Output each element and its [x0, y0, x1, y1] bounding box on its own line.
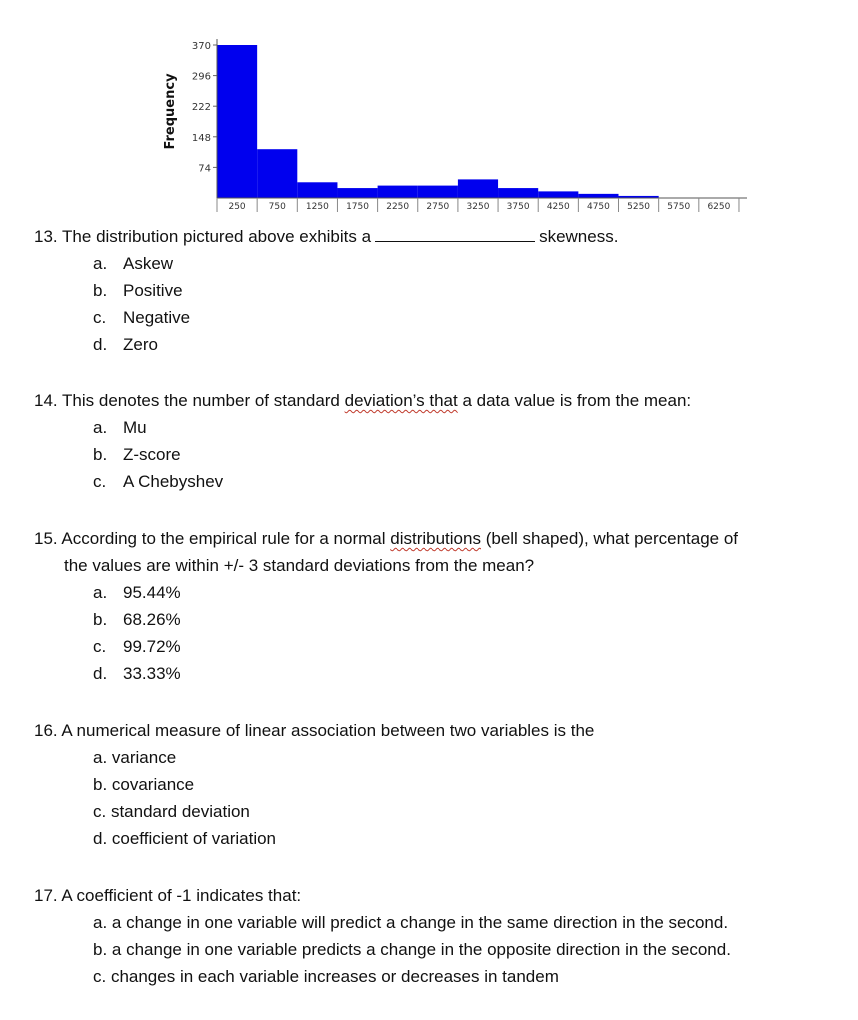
option-letter: b.	[93, 445, 108, 464]
x-tick-label: 1250	[305, 202, 329, 212]
option-13c	[34, 304, 618, 331]
question-15-stem-end: (bell shaped), what percentage of	[485, 529, 739, 548]
option-17c: c. changes in each variable increases or decreases in tandem	[93, 967, 559, 986]
histogram-bar	[498, 188, 538, 198]
question-15	[34, 525, 738, 687]
histogram-bar	[418, 186, 458, 198]
question-16-options	[34, 744, 594, 852]
histogram-svg	[150, 25, 760, 225]
option-text: 33.33%	[123, 664, 181, 683]
question-14-options	[34, 414, 691, 495]
question-15-text	[34, 525, 738, 579]
answer-blank	[375, 224, 535, 242]
histogram-bar	[538, 191, 578, 198]
option-16d: d. coefficient of variation	[93, 829, 277, 848]
question-17-text: 17. A coefficient of -1 indicates that:	[34, 886, 302, 905]
option-text: 95.44%	[123, 583, 181, 602]
option-17b: b. a change in one variable predicts a change in the opposite direction in the second.	[93, 940, 731, 959]
x-tick-label: 2750	[426, 202, 450, 212]
y-axis-label: Frequency	[163, 73, 178, 150]
option-text: Askew	[123, 254, 174, 273]
question-17	[34, 882, 731, 990]
spellcheck-flagged-text: deviation’s that	[344, 391, 458, 410]
question-16-text: 16. A numerical measure of linear association between two variables is the	[34, 721, 595, 740]
option-13d	[34, 331, 618, 358]
option-13a	[34, 250, 618, 277]
option-text: Positive	[123, 281, 183, 300]
option-letter: d.	[93, 664, 108, 683]
option-letter: c.	[93, 637, 107, 656]
question-16	[34, 717, 594, 852]
question-15-stem: 15. According to the empirical rule for a normal	[34, 529, 386, 548]
option-text: A Chebyshev	[123, 472, 224, 491]
question-14-stem: 14. This denotes the number of standard	[34, 391, 340, 410]
option-letter: a.	[93, 418, 108, 437]
option-text: Zero	[123, 335, 158, 354]
option-16a: a. variance	[93, 748, 177, 767]
question-14-stem-end: a data value is from the mean:	[462, 391, 692, 410]
option-text: Z-score	[123, 445, 181, 464]
question-15-stem-continued: the values are within +/- 3 standard deviations from the mean?	[64, 556, 535, 575]
question-15-options	[34, 579, 738, 687]
option-text: Mu	[123, 418, 147, 437]
option-text: 68.26%	[123, 610, 181, 629]
question-13-options	[34, 250, 618, 358]
y-tick-label: 296	[191, 71, 211, 83]
question-13-stem: 13. The distribution pictured above exhibits a	[34, 227, 372, 246]
histogram-bar	[217, 45, 257, 198]
spellcheck-flagged-text: distributions	[390, 529, 481, 548]
option-17a: a. a change in one variable will predict a change in the same direction in the second.	[93, 913, 729, 932]
question-13-stem-end: skewness.	[539, 227, 619, 246]
question-13	[34, 223, 618, 358]
histogram-bar	[458, 179, 498, 198]
x-tick-label: 250	[228, 202, 246, 212]
histogram-chart	[150, 25, 760, 225]
option-letter: c.	[93, 308, 107, 327]
option-text: Negative	[123, 308, 191, 327]
x-tick-label: 750	[268, 202, 286, 212]
histogram-bar	[337, 188, 377, 198]
x-tick-label: 5250	[627, 202, 651, 212]
option-16c: c. standard deviation	[93, 802, 250, 821]
option-letter: b.	[93, 610, 108, 629]
histogram-bar	[578, 194, 618, 198]
histogram-bar	[257, 149, 297, 198]
x-tick-label: 3250	[466, 202, 490, 212]
option-letter: c.	[93, 472, 107, 491]
question-13-text	[34, 223, 618, 250]
option-14a	[34, 414, 691, 441]
option-15a	[34, 579, 738, 606]
histogram-bar	[378, 186, 418, 198]
option-letter: a.	[93, 254, 108, 273]
option-letter: b.	[93, 281, 108, 300]
question-14-text	[34, 387, 691, 414]
x-tick-label: 2250	[386, 202, 410, 212]
option-15c	[34, 633, 738, 660]
x-tick-label: 5750	[667, 202, 691, 212]
option-14c	[34, 468, 691, 495]
x-tick-label: 3750	[506, 202, 530, 212]
question-17-options	[34, 909, 731, 990]
y-tick-label: 222	[191, 102, 211, 114]
histogram-bar	[297, 182, 337, 198]
x-tick-label: 1750	[346, 202, 369, 212]
option-15b	[34, 606, 738, 633]
option-13b	[34, 277, 618, 304]
x-tick-label: 4250	[546, 202, 570, 212]
x-tick-label: 4750	[586, 202, 610, 212]
x-tick-label: 6250	[707, 202, 731, 212]
option-letter: a.	[93, 583, 108, 602]
option-14b	[34, 441, 691, 468]
y-tick-label: 148	[191, 132, 211, 144]
option-16b: b. covariance	[93, 775, 195, 794]
option-text: 99.72%	[123, 637, 181, 656]
question-14	[34, 387, 691, 495]
y-tick-label: 74	[198, 163, 211, 175]
option-15d	[34, 660, 738, 687]
option-letter: d.	[93, 335, 108, 354]
y-tick-label: 370	[191, 41, 211, 52]
